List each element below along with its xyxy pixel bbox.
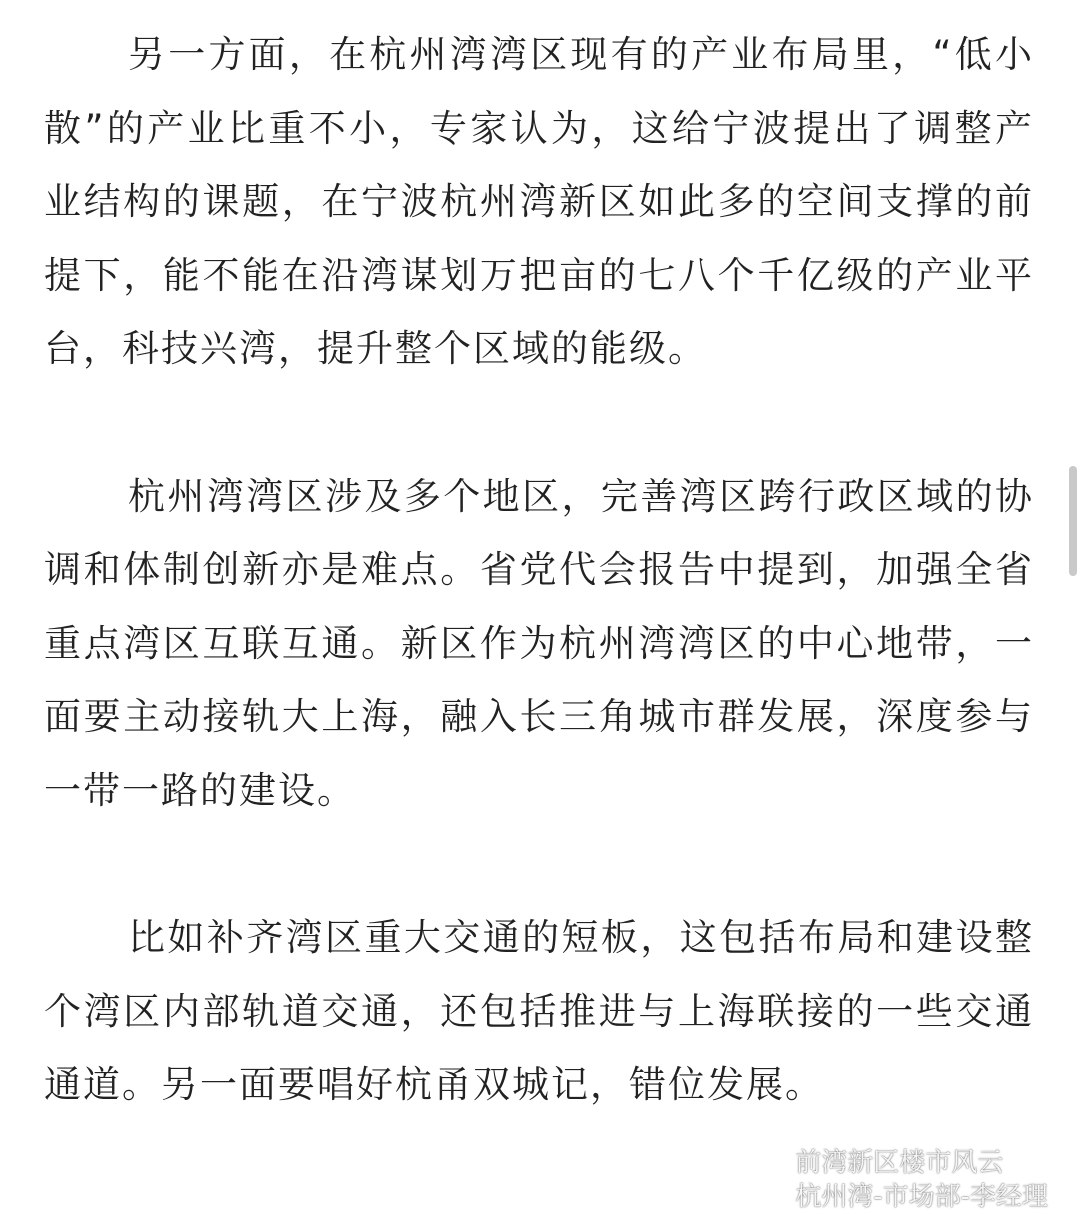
wechat-icon <box>745 1147 789 1179</box>
article-paragraph: 杭州湾湾区涉及多个地区，完善湾区跨行政区域的协调和体制创新亦是难点。省党代会报告中提到，加强全省重点湾区互联互通。新区作为杭州湾湾区的中心地带，一面要主动接轨大上海，融入长三角城市群发展，深度参与一带一路的建设。 <box>44 474 1034 812</box>
watermark-line-1 <box>745 1146 1048 1180</box>
watermark <box>745 1146 1048 1214</box>
watermark-account-name: 前湾新区楼市风云 <box>795 1148 1004 1178</box>
article-body <box>44 18 1034 1122</box>
scrollbar-thumb[interactable] <box>1069 466 1077 576</box>
weibo-icon <box>745 1181 789 1213</box>
article-paragraph: 比如补齐湾区重大交通的短板，这包括布局和建设整个湾区内部轨道交通，还包括推进与上海联接的一些交通通道。另一面要唱好杭甬双城记，错位发展。 <box>44 916 1034 1106</box>
article-paragraph: 另一方面，在杭州湾湾区现有的产业布局里，“低小散”的产业比重不小，专家认为，这给宁波提出了调整产业结构的课题，在宁波杭州湾新区如此多的空间支撑的前提下，能不能在沿湾谋划万把亩的七八个千亿级的产业平台，科技兴湾，提升整个区域的能级。 <box>44 33 1034 370</box>
watermark-author: 杭州湾-市场部-李经理 <box>795 1182 1048 1212</box>
watermark-line-2 <box>745 1180 1048 1214</box>
